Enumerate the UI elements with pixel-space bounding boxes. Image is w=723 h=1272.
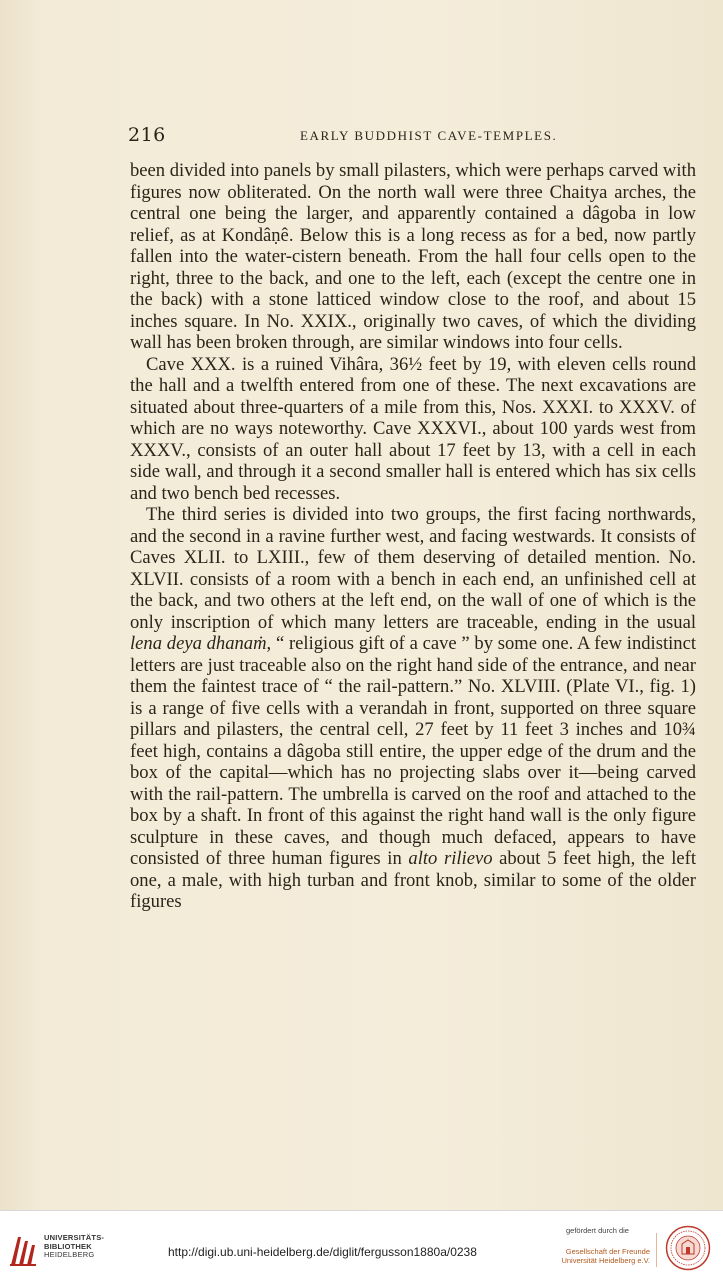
page-header [128, 124, 700, 148]
paragraph-3-part-1: The third series is divided into two groups, the first facing northwards, and the second in a ravine further west, and facing westwards. It consists of Caves XLII. to LXIII., few of them deserving of detailed mention. No. XLVII. consists of a room with a bench in each end, an unfinished cell at the back, and two others at the left end, on the wall of one of which is the only inscription of which many letters are traceable, ending in the usual [130, 504, 696, 633]
permalink-url[interactable]: http://digi.ub.uni-heidelberg.de/diglit/fergusson1880a/0238 [168, 1245, 477, 1259]
italic-phrase-alto-rilievo: alto rilievo [408, 848, 493, 869]
sponsor-line-2: Universität Heidelberg e.V. [561, 1256, 650, 1265]
paragraph-3 [130, 504, 696, 913]
paragraph-2: Cave XXX. is a ruined Vihâra, 36½ feet by 19, with eleven cells round the hall and a twelfth entered from one of these. The next excavations are situated about three-quarters of a mile from this, Nos. XXXI. to XXXV. of which are no ways noteworthy. Cave XXXVI., about 100 yards west from XXXV., consists of an outer hall about 17 feet by 13, with a cell in each side wall, and through it a second smaller hall is entered which has six cells and two bench bed recesses. [130, 353, 696, 504]
digitization-footer [0, 1210, 723, 1272]
sponsor-name[interactable] [560, 1247, 650, 1265]
paragraph-1: been divided into panels by small pilasters, which were perhaps carved with figures now obliterated. On the north wall were three Chaitya arches, the central one being the larger, and apparently contained a dâgoba in low relief, as at Kondâṇê. Below this is a long recess as for a bed, now partly fallen into the water-cistern beneath. From the hall four cells open to the right, three to the back, and one to the left, each (except the centre one in the back) with a stone latticed window close to the roof, and about 15 inches square. In No. XXIX., originally two caves, of which the dividing wall has been broken through, are similar windows into four cells. [130, 160, 696, 353]
body-text [130, 160, 696, 913]
paragraph-3-part-2: , “ religious gift of a cave ” by some one. A few indistinct letters are just traceable also on the right hand side of the entrance, and near them the faintest trace of “ the rail-pattern.” No. XLVIII. (Plate VI., fig. 1) is a range of five cells with a verandah in front, supported on three square pillars and pilasters, the central cell, 27 feet by 11 feet 3 inches and 10¾ feet high, contains a dâgoba still entire, the upper edge of the drum and the box of the capital—which has no projecting slabs over it—being carved with the rail-pattern. The umbrella is carved on the roof and attached to the box by a shaft. In front of this against the right hand wall is the only figure sculpture in these caves, and though much defaced, appears to have consisted of three human figures in [130, 633, 696, 869]
library-name-line-1: UNIVERSITÄTS- [44, 1233, 105, 1242]
paragraph-3-part-3: about 5 feet high, the left one, a male, with high turban and front knob, similar to some of the older figures [130, 848, 696, 912]
italic-phrase-lena-deya: lena deya dhanaṁ [130, 633, 267, 654]
university-seal-icon [665, 1225, 711, 1271]
university-library-logo-icon[interactable] [8, 1233, 38, 1267]
library-name[interactable] [44, 1234, 104, 1260]
running-head: EARLY BUDDHIST CAVE-TEMPLES. [300, 128, 558, 143]
sponsor-line-1: Gesellschaft der Freunde [565, 1247, 650, 1256]
sponsor-label: gefördert durch die [566, 1226, 629, 1235]
page-number: 216 [128, 124, 166, 146]
library-name-line-2: BIBLIOTHEK [44, 1241, 92, 1251]
sponsor-divider [656, 1233, 657, 1267]
library-name-line-3: HEIDELBERG [44, 1250, 95, 1260]
